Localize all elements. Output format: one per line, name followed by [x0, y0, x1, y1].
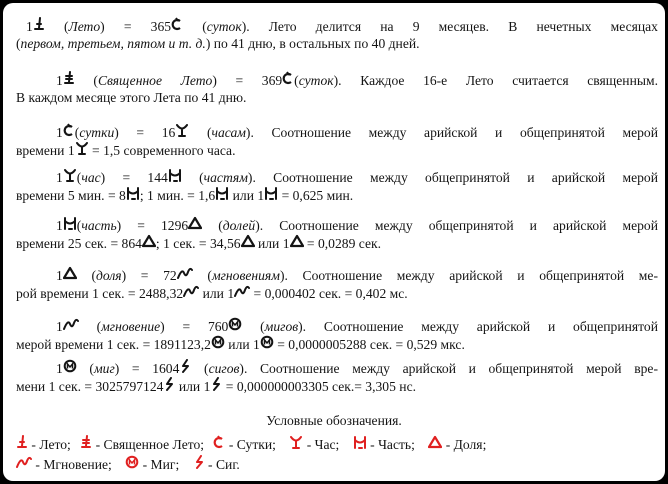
text: = 0,0289 сек.	[303, 236, 381, 251]
text: = 0,0000005288 сек. = 0,529 мкс.	[273, 337, 465, 352]
text: (	[191, 361, 209, 376]
document-page	[3, 3, 665, 481]
legend-label: - Час;	[303, 437, 340, 452]
text: (	[74, 125, 80, 140]
text: (	[76, 268, 96, 283]
leto-icon	[33, 17, 45, 31]
chast-icon	[168, 168, 182, 182]
term-italic: Лето	[68, 19, 101, 34]
term-italic: суток	[298, 73, 334, 88]
term-italic: час	[81, 170, 101, 185]
text: = 0,625 мин.	[278, 188, 354, 203]
leto-icon	[16, 435, 28, 449]
text: мени 1 сек. = 3025797124	[16, 379, 164, 394]
term-italic: мгновениям	[211, 268, 280, 283]
text: (	[202, 218, 223, 233]
text: ) = 16	[114, 125, 176, 140]
text: ). Соотношение между арийской и общепринятой ме-	[279, 268, 658, 283]
paragraph-line	[16, 168, 658, 186]
text: времени 1	[16, 143, 75, 158]
legend-label: - Мгновение;	[32, 457, 112, 472]
term-italic: суток	[206, 19, 242, 34]
mgnovenie-icon	[63, 317, 79, 331]
text: ). Соотношение между общепринятой и арийской мерой	[255, 218, 658, 233]
number: 1	[56, 361, 63, 376]
text: (	[78, 319, 102, 334]
text: (	[294, 73, 299, 88]
text: (	[181, 170, 204, 185]
sig-icon	[210, 377, 222, 391]
chas-icon	[75, 141, 89, 155]
paragraph-line: В каждом месяце этого Лета по 41 дню.	[16, 90, 247, 105]
paragraph-line	[16, 216, 658, 234]
text: = 1,5 современного часа.	[88, 143, 236, 158]
chast-icon	[264, 186, 278, 200]
mgnovenie-icon	[234, 284, 250, 298]
paragraph-leto	[16, 17, 658, 52]
sig-icon	[193, 455, 205, 469]
mgnovenie-icon	[16, 455, 32, 469]
text: ) = 760	[160, 319, 229, 334]
text: времени 25 сек. = 864	[16, 236, 142, 251]
term-italic: часть	[81, 218, 117, 233]
paragraph-line	[16, 317, 658, 335]
sutki-icon	[213, 435, 225, 449]
paragraph-line	[16, 186, 658, 204]
text: или 1	[229, 188, 265, 203]
chast-icon	[63, 216, 77, 230]
text: ) = 144	[100, 170, 168, 185]
text: ). Соотношение между арийской и общепринятой мерой вре-	[239, 361, 658, 376]
sig-icon	[163, 377, 175, 391]
mgnovenie-icon	[177, 266, 193, 280]
text: ) = 369	[212, 73, 283, 88]
text: (	[189, 125, 212, 140]
paragraph-line	[16, 141, 658, 159]
number: 1	[56, 268, 63, 283]
chast-icon	[215, 186, 229, 200]
number: 1	[56, 170, 63, 185]
dolya-icon	[142, 234, 156, 248]
legend-label: - Часть;	[366, 437, 415, 452]
term-italic: миг	[93, 361, 115, 376]
term-italic: долей	[222, 218, 256, 233]
text: ) = 1604	[114, 361, 180, 376]
term-italic: мигов	[264, 319, 299, 334]
text: ). Лето делится на 9 месяцев. В нечетных месяцах	[241, 19, 658, 34]
text: ; 1 сек. = 34,56	[155, 236, 241, 251]
text: (	[16, 36, 21, 51]
text: (	[242, 319, 265, 334]
mig-icon	[211, 335, 225, 349]
legend-label: - Лето;	[28, 437, 71, 452]
paragraph-mgnovenie	[16, 317, 658, 353]
paragraph-line	[16, 71, 658, 89]
text: (	[74, 73, 98, 88]
term-italic: сутки	[79, 125, 115, 140]
mgnovenie-icon	[183, 284, 199, 298]
paragraph-line	[16, 35, 658, 52]
chast-icon	[353, 435, 367, 449]
paragraph-line	[16, 17, 658, 35]
text: рой времени 1 сек. = 2488,32	[16, 286, 184, 301]
sacred-leto-icon	[80, 435, 92, 449]
legend-label: - Доля;	[442, 437, 487, 452]
sutki-icon	[171, 17, 183, 31]
paragraph-mig	[16, 359, 658, 395]
mig-icon	[260, 335, 274, 349]
term-italic: часам	[211, 125, 246, 140]
legend-row-2	[16, 455, 240, 473]
text: или 1	[199, 286, 235, 301]
text: (	[76, 170, 82, 185]
mig-icon	[228, 317, 242, 331]
legend-title: Условные обозначения.	[266, 413, 402, 428]
dolya-icon	[290, 234, 304, 248]
dolya-icon	[428, 435, 442, 449]
text: (	[192, 268, 212, 283]
paragraph-line	[16, 266, 658, 284]
text: = 0,000000003305 сек.= 3,305 нс.	[222, 379, 417, 394]
number: 1	[56, 73, 63, 88]
paragraph-chas	[16, 168, 658, 204]
text: мерой времени 1 сек. = 1891123,2	[16, 337, 211, 352]
number: 1	[56, 125, 63, 140]
paragraph-line	[16, 335, 658, 353]
text: ). Каждое 16-е Лето считается священным.	[333, 73, 658, 88]
paragraph-line	[16, 123, 658, 141]
term-italic: сигов	[208, 361, 240, 376]
mig-icon	[63, 359, 77, 373]
legend-row-1	[16, 435, 486, 453]
paragraph-chast	[16, 216, 658, 252]
text: или 1	[175, 379, 211, 394]
chas-icon	[289, 435, 303, 449]
chas-icon	[175, 123, 189, 137]
dolya-icon	[241, 234, 255, 248]
chast-icon	[126, 186, 140, 200]
dolya-icon	[63, 266, 77, 280]
text: = 0,000402 сек. = 0,402 мс.	[250, 286, 408, 301]
number: 1	[56, 319, 63, 334]
text: ). Соотношение между арийской и общепринятой	[298, 319, 658, 334]
text: (	[76, 218, 82, 233]
text: (	[183, 19, 207, 34]
text: или 1	[254, 236, 290, 251]
number: 1	[26, 19, 33, 34]
paragraph-dolya	[16, 266, 658, 302]
legend-label: - Священное Лето;	[92, 437, 205, 452]
sutki-icon	[63, 123, 75, 137]
term-italic: частям	[203, 170, 248, 185]
paragraph-line	[16, 284, 658, 302]
text: ). Соотношение между арийской и общепринятой мерой	[245, 125, 658, 140]
text: (	[44, 19, 69, 34]
mig-icon	[125, 455, 139, 469]
text: ) = 72	[121, 268, 177, 283]
paragraph-line	[16, 377, 658, 395]
paragraph-line	[16, 359, 658, 377]
text: (	[76, 361, 94, 376]
sig-icon	[179, 359, 191, 373]
term-italic: Священное Лето	[97, 73, 213, 88]
sacred-leto-icon	[63, 71, 75, 85]
paragraph-line	[16, 234, 658, 252]
text: или 1	[224, 337, 260, 352]
text: ) по 41 дню, в остальных по 40 дней.	[205, 36, 420, 51]
chas-icon	[63, 168, 77, 182]
term-italic: доля	[96, 268, 122, 283]
paragraph-sutki	[16, 123, 658, 159]
legend-label: - Миг;	[139, 457, 180, 472]
term-italic: мгновение	[101, 319, 161, 334]
sutki-icon	[282, 71, 294, 85]
text: ) = 1296	[116, 218, 189, 233]
text: времени 5 мин. = 8	[16, 188, 126, 203]
number: 1	[56, 218, 63, 233]
text: ). Соотношение между общепринятой и арийской мерой	[247, 170, 658, 185]
text: ) = 365	[100, 19, 172, 34]
paragraph-sacred-leto	[16, 71, 658, 106]
term-italic: первом, третьем, пятом и т. д.	[20, 36, 206, 51]
legend-label: - Сиг.	[204, 457, 240, 472]
text: ; 1 мин. = 1,6	[139, 188, 216, 203]
legend-label: - Сутки;	[225, 437, 276, 452]
dolya-icon	[188, 216, 202, 230]
